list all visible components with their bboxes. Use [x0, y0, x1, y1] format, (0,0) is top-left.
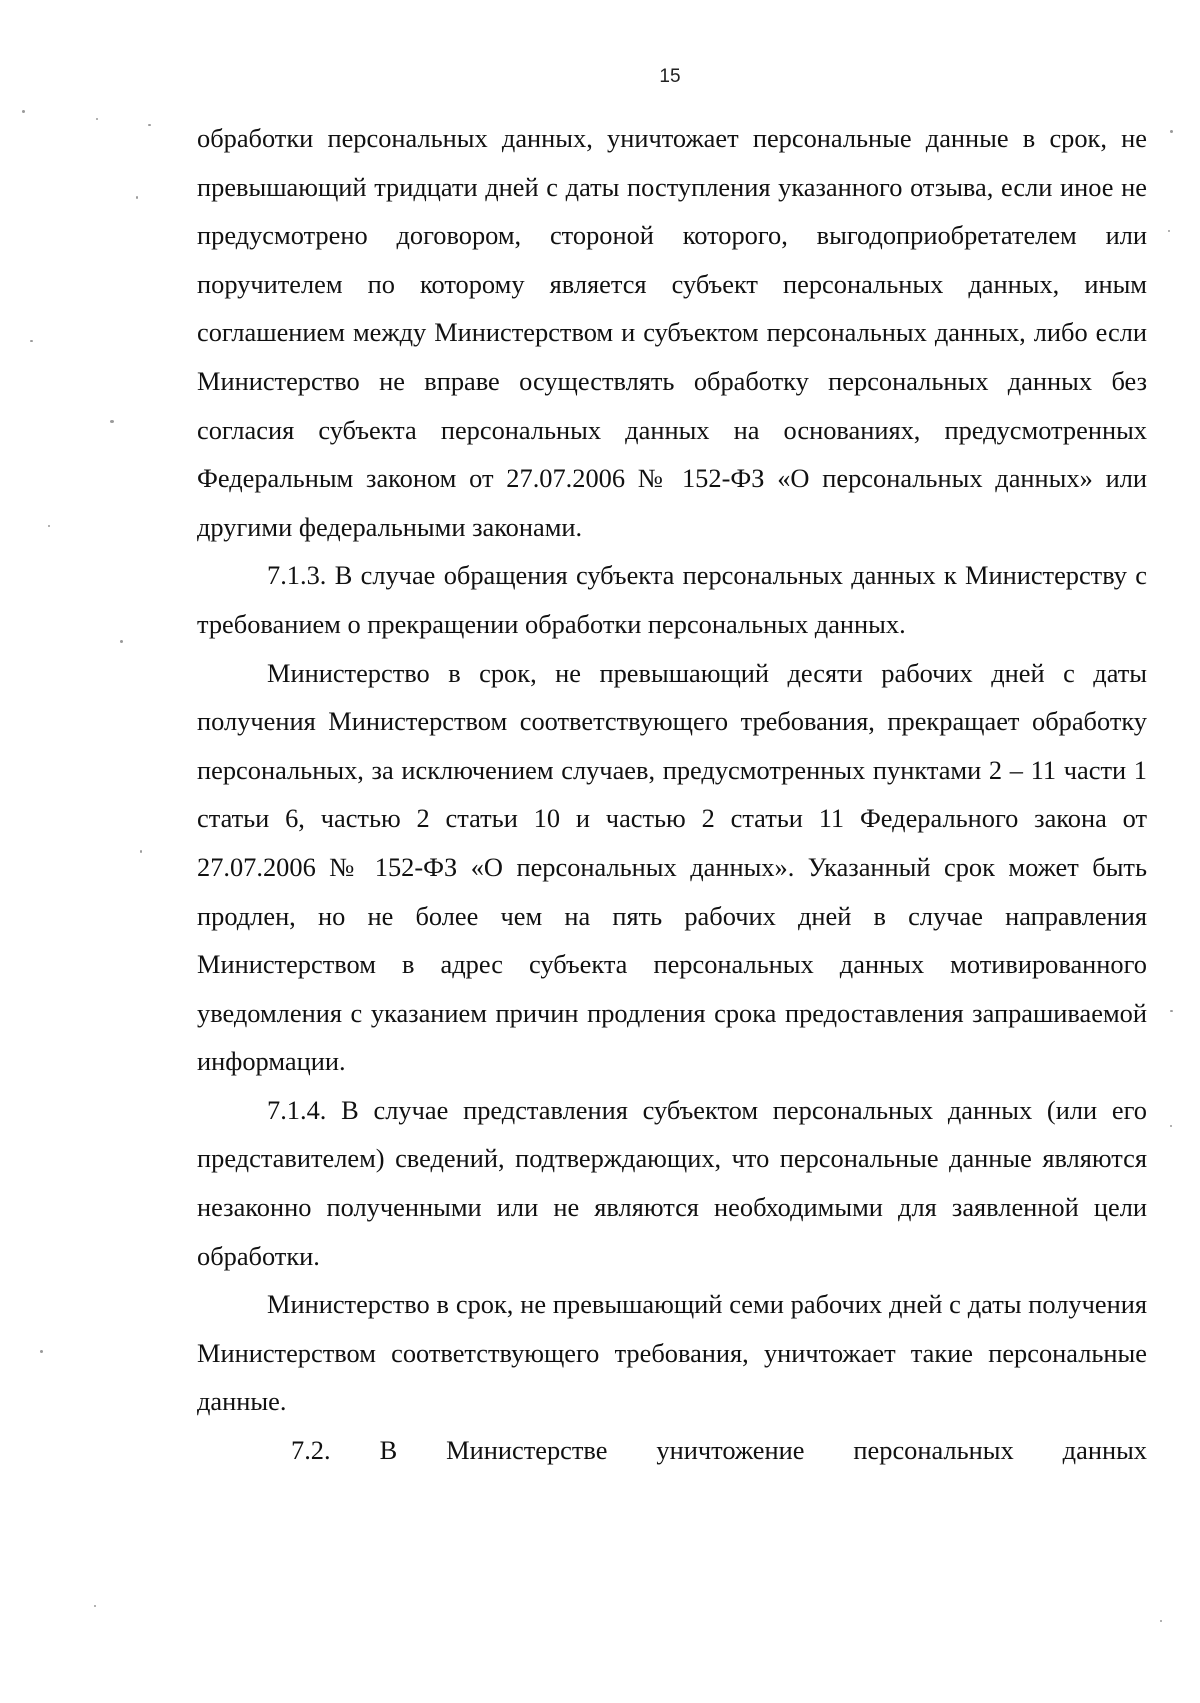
- scan-speck: [40, 1350, 43, 1353]
- paragraph-7-1-4-ministry-response: Министерство в срок, не превышающий семи рабочих дней с даты получения Министерством соответствующего требования, уничтожает такие персональные данные.: [197, 1289, 1147, 1417]
- scan-speck: [30, 340, 33, 342]
- scan-speck: [94, 1605, 96, 1607]
- paragraph-7-1-3: 7.1.3. В случае обращения субъекта персональных данных к Министерству с требованием о прекращении обработки персональных данных.: [197, 560, 1147, 639]
- scan-speck: [48, 525, 50, 527]
- paragraph-7-2: 7.2. В Министерстве уничтожение персональных данных: [291, 1435, 1147, 1466]
- page-number: 15: [659, 66, 681, 87]
- scan-speck: [140, 850, 142, 853]
- scan-speck: [148, 124, 151, 126]
- paragraph-7-1-3-ministry-response: Министерство в срок, не превышающий десяти рабочих дней с даты получения Министерством соответствующего требования, прекращает обработку персональных, за исключением случаев, предусмотренных пунктами 2 – 11 части 1 статьи 6, частью 2 статьи 10 и частью 2 статьи 11 Федерального закона от 27.07.2006 № 152-ФЗ «О персональных данных». Указанный срок может быть продлен, но не более чем на пять рабочих дней в случае направления Министерством в адрес субъекта персональных данных мотивированного уведомления с указанием причин продления срока предоставления запрашиваемой информации.: [197, 657, 1147, 1077]
- scan-speck: [96, 118, 98, 120]
- document-body: [197, 114, 1147, 1475]
- scan-speck: [110, 420, 114, 423]
- scan-speck: [120, 640, 123, 643]
- scan-speck: [1170, 130, 1173, 133]
- scan-speck: [1170, 1125, 1172, 1127]
- scan-speck: [22, 110, 25, 113]
- paragraph-continuation: обработки персональных данных, уничтожает персональные данные в срок, не превышающий тридцати дней с даты поступления указанного отзыва, если иное не предусмотрено договором, стороной которого, выгодоприобретателем или поручителем по которому является субъект персональных данных, иным соглашением между Министерством и субъектом персональных данных, либо если Министерство не вправе осуществлять обработку персональных данных без согласия субъекта персональных данных на основаниях, предусмотренных Федеральным законом от 27.07.2006 № 152-ФЗ «О персональных данных» или другими федеральными законами.: [197, 123, 1147, 542]
- scan-speck: [136, 196, 138, 199]
- scan-speck: [1160, 1620, 1162, 1622]
- scan-speck: [1170, 1010, 1173, 1012]
- paragraph-7-1-4: 7.1.4. В случае представления субъектом персональных данных (или его представителем) сведений, подтверждающих, что персональные данные являются незаконно полученными или не являются необходимыми для заявленной цели обработки.: [197, 1094, 1147, 1271]
- scan-speck: [1168, 230, 1170, 232]
